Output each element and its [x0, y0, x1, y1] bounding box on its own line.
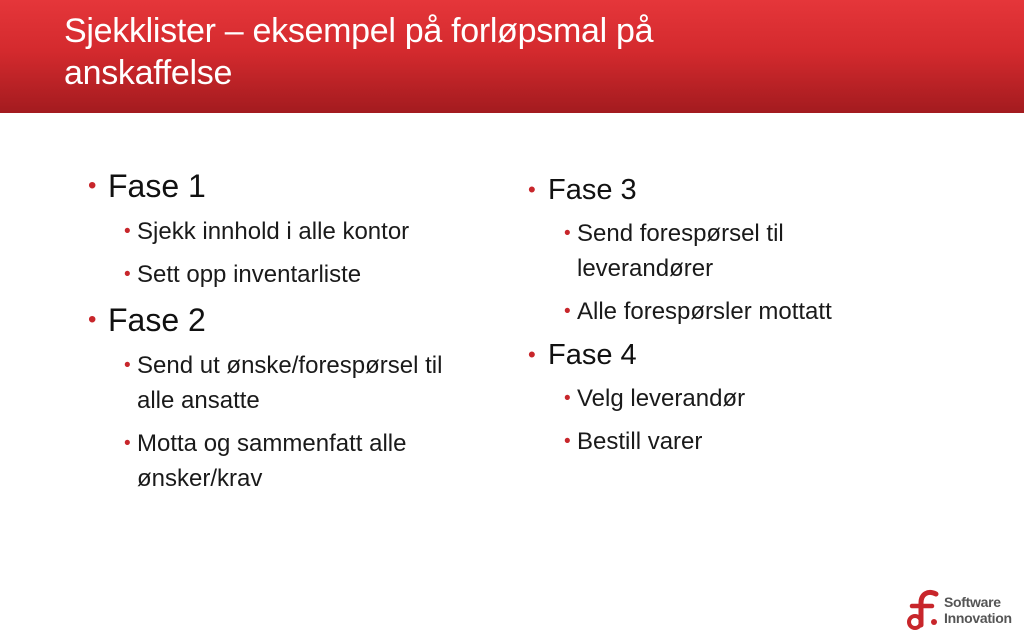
- phase-label: Fase 3: [548, 174, 637, 206]
- phase-label: Fase 4: [548, 339, 637, 371]
- phase-items: [548, 216, 908, 329]
- bullet-icon: •: [88, 172, 97, 199]
- slide-title: Sjekklister – eksempel på forløpsmal på anskaffelse: [64, 12, 654, 92]
- list-item: • Sjekk innhold i alle kontor: [108, 214, 468, 249]
- phase-3: [528, 172, 908, 329]
- bullet-icon: •: [528, 177, 536, 202]
- bullet-icon: •: [124, 355, 131, 376]
- logo-f-icon: [906, 588, 942, 632]
- phase-2: [88, 300, 468, 496]
- list-item: • Motta og sammenfatt alle ønsker/krav: [108, 426, 468, 496]
- phase-label: Fase 2: [108, 302, 206, 338]
- list-item: • Alle forespørsler mottatt: [548, 294, 928, 329]
- list-item: • Send ut ønske/forespørsel til alle ansatte: [108, 348, 468, 418]
- phase-items: [108, 348, 468, 496]
- bullet-icon: •: [564, 388, 571, 409]
- phase-1: [88, 166, 468, 292]
- list-item: • Sett opp inventarliste: [108, 257, 468, 292]
- bullet-icon: •: [124, 433, 131, 454]
- software-innovation-logo: [906, 588, 1016, 632]
- bullet-icon: •: [564, 431, 571, 452]
- title-bar: [0, 0, 1024, 113]
- bullet-icon: •: [564, 301, 571, 322]
- phase-items: [548, 381, 908, 459]
- bullet-icon: •: [124, 221, 131, 242]
- list-item: • Send forespørsel til leverandører: [548, 216, 838, 286]
- logo-text: Software Innovation: [944, 594, 1012, 626]
- bullet-icon: •: [124, 264, 131, 285]
- left-bullet-column: [88, 166, 468, 504]
- phase-items: [108, 214, 468, 292]
- bullet-icon: •: [528, 342, 536, 367]
- list-item: • Velg leverandør: [548, 381, 908, 416]
- bullet-icon: •: [564, 223, 571, 244]
- phase-4: [528, 337, 908, 459]
- right-bullet-column: [528, 172, 908, 467]
- list-item: • Bestill varer: [548, 424, 908, 459]
- bullet-icon: •: [88, 306, 97, 333]
- phase-label: Fase 1: [108, 168, 206, 204]
